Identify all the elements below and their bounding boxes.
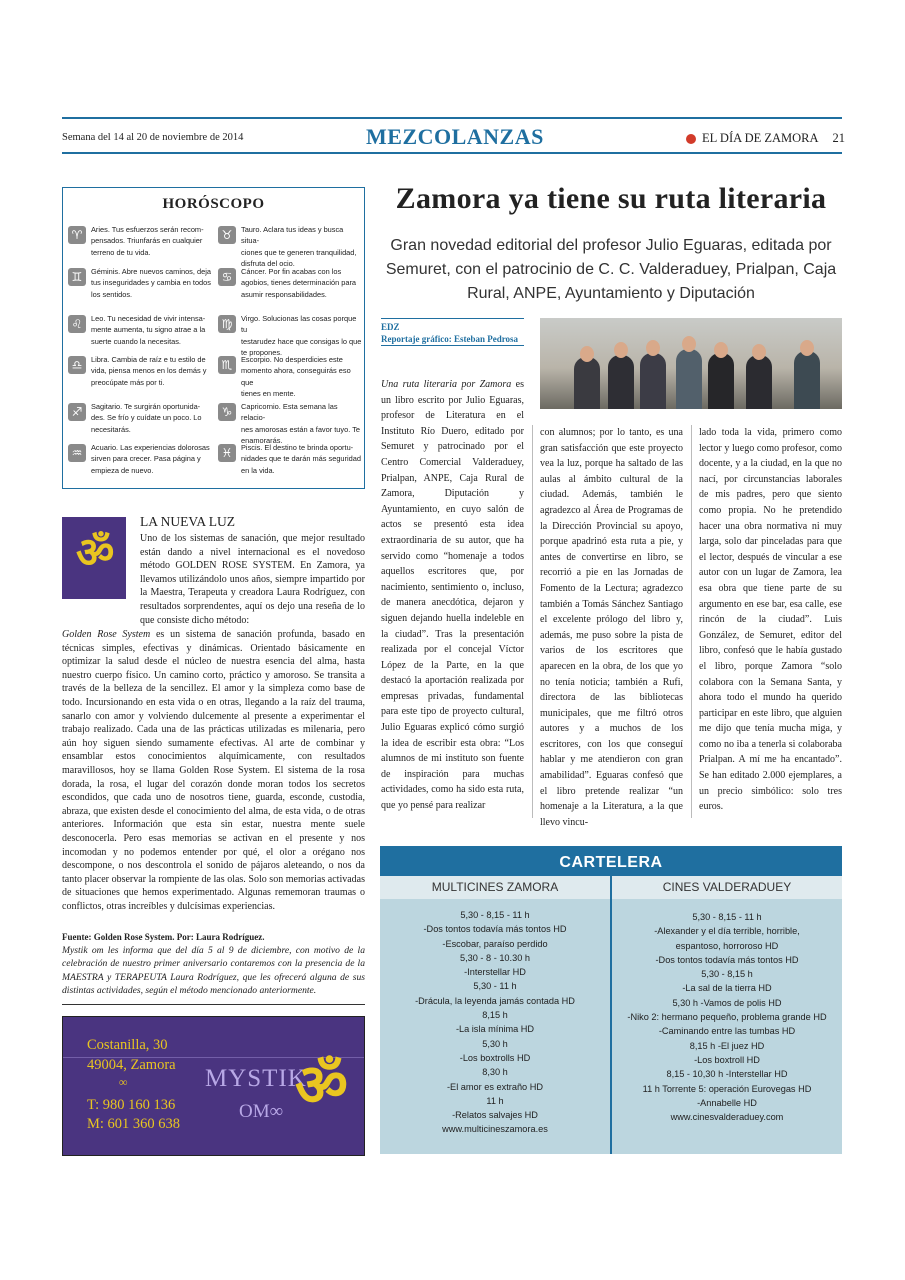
horoscope-line: vida, piensa menos en los demás y (91, 366, 207, 376)
cartelera-title: CARTELERA (380, 846, 842, 876)
horoscope-text (91, 313, 205, 347)
listing-line: -Caminando entre las tumbas HD (658, 1026, 796, 1037)
photo-person (640, 353, 666, 409)
valderaduey-listings (612, 910, 842, 1124)
horoscope-line: testarudez hace que consigas lo que (241, 336, 362, 346)
scorpio-icon: ♏ (218, 356, 236, 374)
nueva-luz-title: LA NUEVA LUZ (140, 514, 236, 529)
listing-line: 5,30 - 8,15 - 11 h (460, 910, 530, 920)
horoscope-line: empieza de nuevo. (91, 465, 154, 475)
listing-line: 11 h Torrente 5: operación Eurovegas HD (642, 1083, 812, 1094)
horoscope-sign (218, 313, 362, 359)
listing-line: 5,30 - 8,15 h (701, 969, 753, 980)
horoscope-sign (68, 401, 212, 435)
horoscope-line: terreno de tu vida. (91, 247, 151, 257)
photo-person (794, 351, 820, 409)
photo-head (800, 340, 814, 356)
listing-line: -Annabelle HD (697, 1097, 757, 1108)
pisces-icon: ♓ (218, 444, 236, 462)
horoscope-line: Escorpio. No desperdicies este (241, 355, 343, 364)
horoscope-line: necesitarás. (91, 424, 131, 434)
listing-line: 5,30 - 8 - 10.30 h (460, 952, 530, 963)
article-column-3: lado toda la vida, primero como lector y luego como profesor, como docente, y a la ciudad, en la que no nací, por circunstancias laborales de mis padres, pero que siento como propia. No he pretendido hacer una obra normativa ni muy larga, solo dar pinceladas para que el lector, después de vincular a ese autor con un lugar de Zamora, lea esa obra que tiene parte de su argumento en ese bar, esa calle, ese rincón de la ciudad”. Luis González, de Semuret, editor del libro, confesó que le había gustado el libro, porque Zamora “solo colabora con la Semana Santa, y ahora todo el mundo ha querido participar en este libro, que alguien me dijo que tenía mucha miga, y como no iba a tenerla si colaboraba Prialpan. A mí me ha encantado”. Se han editado 2.000 ejemplares, a un precio simbólico: solo tres euros. (699, 427, 842, 813)
listing-line: -La sal de la tierra HD (682, 983, 772, 994)
multicines-header: MULTICINES ZAMORA (380, 876, 610, 899)
listing-line: -Los boxtroll HD (694, 1054, 760, 1065)
horoscope-line: preocúpate más por ti. (91, 377, 165, 387)
photo-person (608, 355, 634, 409)
aquarius-icon: ♒ (68, 444, 86, 462)
horoscope-line: Aries. Tus esfuerzos serán recom- (91, 225, 204, 234)
photo-head (646, 340, 660, 356)
horoscope-line: suerte cuando la necesitas. (91, 336, 181, 346)
horoscope-line: agobios, tienes determinación para (241, 278, 357, 288)
horoscope-line: en la vida. (241, 465, 275, 475)
nueva-luz-bottom-rule (62, 1004, 365, 1005)
listing-line: 5,30 h -Vamos de polis HD (672, 997, 782, 1008)
horoscope-line: mente aumenta, tu signo atrae a la (91, 325, 206, 335)
sagittarius-icon: ♐ (68, 403, 86, 421)
gemini-icon: ♊ (68, 268, 86, 286)
article-subtitle: Gran novedad editorial del profesor Julio Eguaras, editada por Semuret, con el patrocinio de C. C. Valderaduey, Prialpan, Caja Rural, ANPE, Ayuntamiento y Diputación (385, 237, 837, 302)
horoscope-text (91, 224, 204, 258)
nueva-luz-body (62, 628, 365, 913)
photo-head (714, 342, 728, 358)
horoscope-text (91, 354, 206, 388)
listing-line: -Relatos salvajes HD (452, 1110, 538, 1121)
listing-line: espantoso, horroroso HD (675, 940, 779, 951)
photo-head (614, 342, 628, 358)
horoscope-line: nidades que te darán más seguridad (241, 454, 361, 464)
column-divider (532, 425, 533, 818)
horoscope-sign (68, 266, 212, 300)
byline-author: EDZ (381, 322, 400, 332)
horoscope-box (62, 187, 365, 489)
paper-name: EL DÍA DE ZAMORA (702, 131, 819, 145)
mystik-om-ad (62, 1016, 365, 1156)
taurus-icon: ♉ (218, 226, 236, 244)
masthead (686, 131, 845, 146)
nueva-luz-source: Fuente: Golden Rose System. Por: Laura Rodríguez. (62, 932, 265, 942)
listing-line: 8,30 h (482, 1067, 508, 1078)
horoscope-text (91, 442, 210, 476)
horoscope-sign (68, 313, 212, 347)
horoscope-line: tus inseguridades y cambia en todos (91, 278, 211, 288)
horoscope-line: des. Se frío y cuídate un poco. Lo (91, 413, 202, 423)
libra-icon: ♎ (68, 356, 86, 374)
valderaduey-header: CINES VALDERADUEY (612, 876, 842, 899)
photo-person (708, 353, 734, 409)
horoscope-sign (218, 401, 362, 447)
mystik-om-logo (62, 517, 126, 599)
section-title: MEZCOLANZAS (366, 124, 544, 149)
listing-line: -Alexander y el día terrible, horrible, (654, 926, 800, 937)
article-col1-text: es un libro escrito por Julio Eguaras, profesor de Literatura en el Instituto Río Duero, editado por Semuret y patrocinado por el Centro Comercial Valderaduey, Prialpan, ANPE, Caja Rural de Zamora, Diputación y Ayuntamiento, en cuyo salón de actos se presentó esta idea extraordinaria de su autor, que ha servido como “homenaje a todos aquellos escritores que, por nacimiento, sentimiento o, incluso, de manera anecdótica, dejaron y siguen dejando huella indeleble en la ciudad”. Tras la presentación realizada por el concejal Víctor López de la Parte, en la que destacó la aportación realizada por empresas privadas, fundamental para este tipo de proyecto cultural, Julio Eguaras explicó cómo surgió la idea de escribir esta obra: “Los alumnos de mi instituto son fuente de inspiración para muchas actividades, como ha sido esta ruta, que yo pensé para realizar (381, 379, 524, 812)
horoscope-line: nes amorosas están a favor tuyo. Te (241, 424, 360, 434)
horoscope-line: ciones que te generen tranquilidad, (241, 247, 357, 257)
listing-line: -Niko 2: hermano pequeño, problema grande HD (627, 1012, 827, 1023)
header-rule (62, 152, 842, 154)
byline (381, 322, 518, 345)
nueva-luz-body-text: es un sistema de sanación profunda, basado en técnicas simples, efectivas y dinámicas. Orientado básicamente en optimizar la salud desde el núcleo de nuestra esencia del alma, hasta nuestro cuerpo físico. Un camino corto, práctico y amoroso. Se transita a través de la belleza de la sencillez. El amor y la simpleza como base de todo. Incursionando en esta vida o en otras, llegando a la raíz del trauma, sanarlo con amor y volviendo dulcemente al presente a experimentar el trabajo realizado. Cada una de las prácticas utilizadas es milenaria, pero aún hoy siguen siendo sumamente efectivas. Al arte de combinar y ensamblar estos conocimientos alquímicamente, con resultados maravillosos, hoy se llama Golden Rose System. El sistema de la rosa dorada, la rosa, el lugar del corazón donde moran todos los secretos escondidos, que cada uno de nosotros tiene, guarda, esconde, custodia, abraza, que existen desde el conocimiento del alma, de esta vida, o de otras anteriores. Información que esta sin estar, nuestra mente suele desconocerla. Pero esas memorias se activan en el presente y nos incomodan y no podemos entender por qué, el olor a orégano nos descompone, o nos descontrola el sonido de pájaros aleteando, o nos da tanto placer observar la rompiente de las olas. Solo son memorias activadas de situaciones que hemos experimentado. Algunas rememoran traumas o conflictos, otras increíbles y dulcísimas experiencias. (62, 629, 365, 912)
ad-brand-om: OM∞ (239, 1101, 284, 1122)
horoscope-sign (218, 354, 362, 400)
horoscope-line: asumir responsabilidades. (241, 289, 327, 299)
horoscope-line: los sentidos. (91, 289, 133, 299)
horoscope-line: enamorarás. (241, 436, 283, 446)
horoscope-sign (68, 224, 212, 258)
listing-line: 11 h (486, 1095, 504, 1106)
horoscope-text (241, 442, 361, 476)
listing-line: www.cinesvalderaduey.com (670, 1112, 784, 1123)
photo-person (676, 349, 702, 409)
article-column-1 (381, 377, 524, 814)
horoscope-text (241, 313, 362, 359)
virgo-icon: ♍ (218, 315, 236, 333)
listing-line: -Dos tontos todavía más tontos HD (423, 924, 567, 935)
photo-credit: Reportaje gráfico: Esteban Pedrosa (381, 333, 519, 344)
article-title: Zamora ya tiene su ruta literaria (395, 182, 827, 215)
ad-mobile: M: 601 360 638 (87, 1116, 181, 1132)
horoscope-line: Leo. Tu necesidad de vivir intensa- (91, 314, 206, 323)
listing-line: -Interstellar HD (464, 967, 526, 978)
top-rule (62, 117, 842, 119)
horoscope-line: Capricornio. Esta semana las relacio- (241, 402, 338, 423)
cancer-icon: ♋ (218, 268, 236, 286)
photo-head (752, 344, 766, 360)
listing-line: 8,15 h -El juez HD (689, 1040, 765, 1051)
multicines-listings (380, 908, 610, 1137)
photo-head (580, 346, 594, 362)
horoscope-line: Acuario. Las experiencias dolorosas (91, 443, 210, 452)
photo-person (574, 357, 600, 409)
horoscope-line: tienes en mente. (241, 389, 296, 399)
horoscope-line: momento ahora, conseguirás eso que (241, 366, 351, 387)
horoscope-line: pensados. Triunfarás en cualquier (91, 236, 203, 246)
horoscope-line: Sagitario. Te surgirán oportunida- (91, 402, 201, 411)
horoscope-text (241, 354, 362, 400)
horoscope-line: disfruta del ocio. (241, 259, 295, 269)
capricorn-icon: ♑ (218, 403, 236, 421)
ad-infinity: ∞ (119, 1075, 128, 1089)
ad-street: Costanilla, 30 (87, 1037, 168, 1053)
photo-head (682, 336, 696, 352)
article-lead: Una ruta literaria por Zamora (381, 379, 512, 390)
article-column-2: con alumnos; por lo tanto, es una gran satisfacción que este proyecto vea la luz, porque ha saltado de las aulas al ámbito cultural de la ciudad. Además, también le agradezco al Área de Programas de la Dirección Provincial su apoyo, porque apadrinó esta ruta a pie, y antes de convertirse en libro, se recorrió a pie en las Jornadas de Fomento de la Lectura; agradezco también a Tomás Sánchez Santiago el excelente prólogo del libro y, además, me puso sobre la pista de varios de los escritores que aparecen en la obra, de los que yo no tenía noticia; también a Rufi, directora de las bibliotecas municipales, que me filtró otros autores y a muchos de los escritores, con los que conseguí hablar y me atendieron con gran amabilidad”. Eguaras confesó que el libro pretende realizar “un homenaje a la Literatura, a la que llevo vincu- (540, 427, 683, 828)
leo-icon: ♌ (68, 315, 86, 333)
issue-date: Semana del 14 al 20 de noviembre de 2014 (62, 132, 244, 143)
horoscope-sign (218, 224, 362, 270)
horoscope-sign (218, 266, 362, 300)
horoscope-title: HORÓSCOPO (162, 196, 265, 212)
listing-line: www.multicineszamora.es (442, 1124, 548, 1135)
horoscope-line: Virgo. Solucionas las cosas porque tu (241, 314, 357, 335)
horoscope-text (241, 401, 362, 447)
nueva-luz-lead: Golden Rose System (62, 629, 151, 640)
horoscope-line: te propones. (241, 348, 283, 358)
page-number: 21 (832, 131, 846, 145)
listing-line: -La isla mínima HD (455, 1024, 535, 1035)
listing-line: -Drácula, la leyenda jamás contada HD (415, 995, 575, 1006)
aries-icon: ♈ (68, 226, 86, 244)
horoscope-line: Libra. Cambia de raíz e tu estilo de (91, 355, 206, 364)
horoscope-text (241, 224, 362, 270)
horoscope-sign (68, 354, 212, 388)
listing-line: -El amor es extraño HD (447, 1081, 543, 1092)
horoscope-text (241, 266, 356, 300)
ad-city: 49004, Zamora (87, 1057, 176, 1073)
horoscope-line: Cáncer. Por fin acabas con los (241, 267, 342, 276)
listing-line: 8,15 h (482, 1010, 508, 1021)
ad-brand: MYSTIK (205, 1065, 307, 1092)
byline-rule-bottom (381, 345, 524, 346)
ad-om-mark-icon: ॐ (295, 1051, 348, 1119)
photo-person (746, 355, 772, 409)
listing-line: 5,30 - 8,15 - 11 h (692, 912, 762, 922)
column-divider (691, 425, 692, 818)
horoscope-line: Tauro. Aclara tus ideas y busca situa- (241, 225, 344, 246)
cartelera-box (380, 846, 842, 1154)
horoscope-sign (68, 442, 212, 476)
listing-line: -Dos tontos todavía más tontos HD (655, 954, 799, 965)
ad-phone: T: 980 160 136 (87, 1097, 176, 1113)
horoscope-sign (218, 442, 362, 476)
listing-line: 5,30 h (482, 1038, 508, 1049)
listing-line: 8,15 - 10,30 h -Interstellar HD (666, 1069, 788, 1080)
horoscope-line: Piscis. El destino te brinda oportu- (241, 443, 354, 452)
horoscope-text (91, 401, 202, 435)
nueva-luz-note: Mystik om les informa que del día 5 al 9 de diciembre, con motivo de la celebración de nuestro primer aniversario contaremos con la presencia de la MAESTRA y TERAPEUTA Laura Rodríguez, que les ofrecerá alguna de sus distintas actividades, según el método mencionado anteriormente. (62, 945, 365, 996)
horoscope-line: sirven para crecer. Pasa página y (91, 454, 201, 464)
byline-rule (381, 318, 524, 319)
listing-line: 5,30 - 11 h (473, 981, 517, 992)
om-symbol-icon: ॐ (76, 528, 115, 577)
listing-line: -Los boxtrolls HD (459, 1052, 531, 1063)
article-photo (540, 318, 842, 409)
nueva-luz-intro: Uno de los sistemas de sanación, que mejor resultado están dando a nivel internacional es el novedoso método GOLDEN ROSE SYSTEM. En Zamora, ya llevamos utilizándolo unos años, siempre impartido por la Maestra, Terapeuta y creadora Laura Rodríguez, con resultados sorprendentes, aquí os dejo una reseña de lo que consiste dicho método: (140, 533, 365, 626)
listing-line: -Escobar, paraíso perdido (442, 938, 548, 949)
paper-logo-icon (686, 134, 696, 144)
horoscope-line: Géminis. Abre nuevos caminos, deja (91, 267, 211, 276)
horoscope-text (91, 266, 211, 300)
